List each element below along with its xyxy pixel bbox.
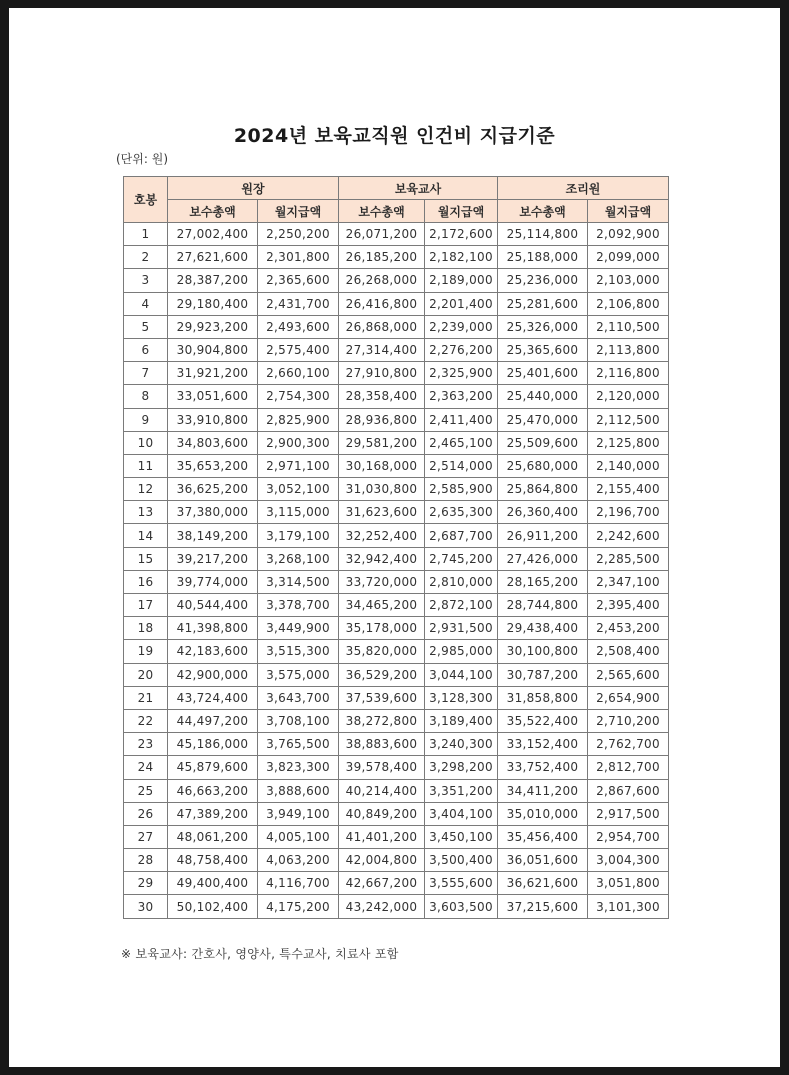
header-cook-annual: 보수총액 [498,200,588,223]
cell-director-monthly: 3,949,100 [258,802,339,825]
table-row [124,362,669,385]
cell-cook-monthly: 2,285,500 [588,547,669,570]
table-row [124,733,669,756]
cell-step: 2 [124,246,168,269]
cell-teacher-monthly: 2,411,400 [425,408,498,431]
header-row-sub [124,200,669,223]
cell-director-annual: 30,904,800 [168,338,258,361]
cell-director-annual: 47,389,200 [168,802,258,825]
cell-cook-annual: 37,215,600 [498,895,588,918]
cell-director-annual: 48,061,200 [168,825,258,848]
cell-teacher-monthly: 2,325,900 [425,362,498,385]
cell-step: 26 [124,802,168,825]
cell-teacher-monthly: 2,363,200 [425,385,498,408]
cell-cook-annual: 35,010,000 [498,802,588,825]
cell-cook-annual: 30,787,200 [498,663,588,686]
cell-teacher-annual: 27,910,800 [339,362,425,385]
table-row [124,825,669,848]
cell-director-monthly: 4,063,200 [258,849,339,872]
cell-cook-annual: 36,051,600 [498,849,588,872]
table-row [124,223,669,246]
cell-director-annual: 49,400,400 [168,872,258,895]
cell-step: 24 [124,756,168,779]
cell-teacher-annual: 39,578,400 [339,756,425,779]
header-teacher-annual: 보수총액 [339,200,425,223]
cell-cook-annual: 25,440,000 [498,385,588,408]
cell-cook-monthly: 2,112,500 [588,408,669,431]
cell-director-annual: 50,102,400 [168,895,258,918]
cell-cook-annual: 30,100,800 [498,640,588,663]
cell-teacher-annual: 31,030,800 [339,478,425,501]
cell-cook-monthly: 2,917,500 [588,802,669,825]
cell-teacher-annual: 32,942,400 [339,547,425,570]
cell-teacher-monthly: 2,585,900 [425,478,498,501]
table-row [124,338,669,361]
table-row [124,663,669,686]
cell-director-monthly: 2,971,100 [258,454,339,477]
cell-cook-annual: 28,165,200 [498,570,588,593]
footnote: ※ 보육교사: 간호사, 영양사, 특수교사, 치료사 포함 [121,947,399,961]
cell-teacher-annual: 41,401,200 [339,825,425,848]
cell-cook-annual: 25,864,800 [498,478,588,501]
cell-step: 6 [124,338,168,361]
cell-director-monthly: 3,708,100 [258,709,339,732]
cell-step: 3 [124,269,168,292]
cell-cook-annual: 33,152,400 [498,733,588,756]
table-row [124,640,669,663]
cell-director-annual: 41,398,800 [168,617,258,640]
cell-director-monthly: 4,116,700 [258,872,339,895]
cell-step: 20 [124,663,168,686]
cell-cook-monthly: 2,508,400 [588,640,669,663]
cell-cook-annual: 29,438,400 [498,617,588,640]
cell-teacher-monthly: 3,404,100 [425,802,498,825]
cell-cook-monthly: 3,101,300 [588,895,669,918]
cell-step: 5 [124,315,168,338]
cell-cook-annual: 25,326,000 [498,315,588,338]
cell-cook-annual: 26,360,400 [498,501,588,524]
cell-director-monthly: 3,449,900 [258,617,339,640]
table-row [124,478,669,501]
table-row [124,315,669,338]
cell-teacher-annual: 36,529,200 [339,663,425,686]
cell-teacher-annual: 35,178,000 [339,617,425,640]
cell-teacher-annual: 30,168,000 [339,454,425,477]
cell-cook-annual: 25,281,600 [498,292,588,315]
cell-step: 29 [124,872,168,895]
cell-teacher-monthly: 2,810,000 [425,570,498,593]
cell-cook-monthly: 2,812,700 [588,756,669,779]
cell-director-monthly: 2,365,600 [258,269,339,292]
cell-director-annual: 45,186,000 [168,733,258,756]
cell-step: 4 [124,292,168,315]
table-row [124,779,669,802]
cell-director-monthly: 2,825,900 [258,408,339,431]
cell-cook-annual: 25,236,000 [498,269,588,292]
cell-cook-monthly: 2,242,600 [588,524,669,547]
table-row [124,454,669,477]
cell-step: 14 [124,524,168,547]
header-row-groups [124,177,669,200]
cell-teacher-annual: 28,936,800 [339,408,425,431]
cell-step: 30 [124,895,168,918]
cell-cook-monthly: 2,125,800 [588,431,669,454]
cell-director-annual: 48,758,400 [168,849,258,872]
table-row [124,408,669,431]
cell-director-annual: 43,724,400 [168,686,258,709]
cell-teacher-monthly: 2,189,000 [425,269,498,292]
cell-director-annual: 46,663,200 [168,779,258,802]
cell-teacher-monthly: 3,603,500 [425,895,498,918]
cell-teacher-monthly: 2,745,200 [425,547,498,570]
cell-cook-annual: 25,188,000 [498,246,588,269]
cell-cook-monthly: 2,710,200 [588,709,669,732]
header-group-cook: 조리원 [498,177,669,200]
cell-director-monthly: 2,493,600 [258,315,339,338]
cell-teacher-annual: 26,868,000 [339,315,425,338]
cell-cook-monthly: 2,196,700 [588,501,669,524]
cell-cook-annual: 35,522,400 [498,709,588,732]
cell-director-monthly: 3,115,000 [258,501,339,524]
cell-cook-monthly: 2,116,800 [588,362,669,385]
cell-director-annual: 38,149,200 [168,524,258,547]
cell-step: 23 [124,733,168,756]
cell-director-annual: 31,921,200 [168,362,258,385]
cell-director-annual: 29,180,400 [168,292,258,315]
cell-director-annual: 28,387,200 [168,269,258,292]
cell-step: 16 [124,570,168,593]
cell-step: 1 [124,223,168,246]
cell-step: 28 [124,849,168,872]
table-row [124,547,669,570]
cell-cook-monthly: 3,051,800 [588,872,669,895]
cell-step: 8 [124,385,168,408]
document-page [9,8,780,1067]
cell-cook-monthly: 2,110,500 [588,315,669,338]
cell-teacher-monthly: 2,985,000 [425,640,498,663]
cell-director-monthly: 3,378,700 [258,594,339,617]
cell-cook-monthly: 2,654,900 [588,686,669,709]
table-row [124,385,669,408]
unit-label: (단위: 원) [116,152,168,166]
cell-cook-monthly: 3,004,300 [588,849,669,872]
cell-teacher-monthly: 2,635,300 [425,501,498,524]
cell-director-annual: 42,183,600 [168,640,258,663]
cell-director-monthly: 3,268,100 [258,547,339,570]
cell-teacher-monthly: 2,514,000 [425,454,498,477]
cell-teacher-annual: 32,252,400 [339,524,425,547]
cell-director-monthly: 2,900,300 [258,431,339,454]
cell-cook-annual: 35,456,400 [498,825,588,848]
table-row [124,872,669,895]
cell-cook-monthly: 2,453,200 [588,617,669,640]
table-row [124,431,669,454]
cell-cook-monthly: 2,099,000 [588,246,669,269]
cell-cook-monthly: 2,155,400 [588,478,669,501]
cell-director-monthly: 3,888,600 [258,779,339,802]
table-row [124,686,669,709]
pay-standard-table [123,176,669,919]
table-row [124,617,669,640]
cell-cook-annual: 33,752,400 [498,756,588,779]
cell-step: 13 [124,501,168,524]
cell-director-monthly: 3,765,500 [258,733,339,756]
cell-teacher-annual: 35,820,000 [339,640,425,663]
cell-cook-annual: 27,426,000 [498,547,588,570]
cell-cook-monthly: 2,954,700 [588,825,669,848]
cell-director-annual: 39,217,200 [168,547,258,570]
cell-teacher-monthly: 2,201,400 [425,292,498,315]
cell-director-annual: 42,900,000 [168,663,258,686]
cell-cook-annual: 34,411,200 [498,779,588,802]
cell-cook-annual: 36,621,600 [498,872,588,895]
header-step: 호봉 [124,177,168,223]
table-row [124,895,669,918]
cell-teacher-monthly: 2,872,100 [425,594,498,617]
table-row [124,501,669,524]
cell-step: 9 [124,408,168,431]
cell-teacher-annual: 37,539,600 [339,686,425,709]
cell-director-annual: 33,051,600 [168,385,258,408]
cell-teacher-annual: 42,004,800 [339,849,425,872]
header-group-director: 원장 [168,177,339,200]
table-row [124,524,669,547]
cell-teacher-annual: 40,849,200 [339,802,425,825]
cell-teacher-annual: 28,358,400 [339,385,425,408]
cell-step: 27 [124,825,168,848]
header-director-annual: 보수총액 [168,200,258,223]
cell-director-monthly: 3,515,300 [258,640,339,663]
cell-director-annual: 40,544,400 [168,594,258,617]
table-row [124,802,669,825]
cell-cook-monthly: 2,565,600 [588,663,669,686]
cell-step: 21 [124,686,168,709]
cell-teacher-monthly: 3,450,100 [425,825,498,848]
cell-teacher-monthly: 3,500,400 [425,849,498,872]
cell-director-annual: 37,380,000 [168,501,258,524]
cell-director-monthly: 3,575,000 [258,663,339,686]
cell-teacher-annual: 42,667,200 [339,872,425,895]
header-teacher-monthly: 월지급액 [425,200,498,223]
cell-teacher-monthly: 3,044,100 [425,663,498,686]
cell-director-annual: 34,803,600 [168,431,258,454]
cell-director-monthly: 2,250,200 [258,223,339,246]
cell-cook-annual: 28,744,800 [498,594,588,617]
cell-cook-annual: 25,470,000 [498,408,588,431]
cell-teacher-monthly: 3,555,600 [425,872,498,895]
cell-director-annual: 35,653,200 [168,454,258,477]
cell-director-annual: 39,774,000 [168,570,258,593]
table-row [124,756,669,779]
cell-teacher-monthly: 2,465,100 [425,431,498,454]
cell-step: 18 [124,617,168,640]
cell-cook-annual: 31,858,800 [498,686,588,709]
cell-director-monthly: 2,754,300 [258,385,339,408]
cell-teacher-monthly: 2,276,200 [425,338,498,361]
cell-director-annual: 45,879,600 [168,756,258,779]
cell-teacher-annual: 33,720,000 [339,570,425,593]
cell-step: 7 [124,362,168,385]
cell-director-monthly: 3,314,500 [258,570,339,593]
cell-teacher-monthly: 2,172,600 [425,223,498,246]
cell-teacher-annual: 40,214,400 [339,779,425,802]
header-cook-monthly: 월지급액 [588,200,669,223]
cell-teacher-annual: 38,272,800 [339,709,425,732]
cell-cook-monthly: 2,103,000 [588,269,669,292]
cell-teacher-annual: 27,314,400 [339,338,425,361]
cell-step: 12 [124,478,168,501]
cell-director-annual: 44,497,200 [168,709,258,732]
table-row [124,269,669,292]
cell-cook-monthly: 2,762,700 [588,733,669,756]
cell-director-monthly: 2,575,400 [258,338,339,361]
cell-cook-annual: 25,509,600 [498,431,588,454]
cell-teacher-annual: 26,268,000 [339,269,425,292]
header-director-monthly: 월지급액 [258,200,339,223]
cell-cook-annual: 25,680,000 [498,454,588,477]
cell-cook-monthly: 2,867,600 [588,779,669,802]
cell-cook-monthly: 2,120,000 [588,385,669,408]
cell-director-monthly: 4,175,200 [258,895,339,918]
cell-cook-monthly: 2,113,800 [588,338,669,361]
table-row [124,246,669,269]
cell-cook-annual: 25,365,600 [498,338,588,361]
table-row [124,709,669,732]
cell-teacher-monthly: 3,189,400 [425,709,498,732]
cell-teacher-monthly: 2,687,700 [425,524,498,547]
cell-cook-annual: 26,911,200 [498,524,588,547]
cell-director-annual: 36,625,200 [168,478,258,501]
cell-teacher-annual: 26,416,800 [339,292,425,315]
cell-teacher-monthly: 3,351,200 [425,779,498,802]
cell-director-annual: 33,910,800 [168,408,258,431]
cell-teacher-monthly: 2,931,500 [425,617,498,640]
cell-cook-monthly: 2,140,000 [588,454,669,477]
cell-director-monthly: 3,643,700 [258,686,339,709]
table-row [124,594,669,617]
cell-director-monthly: 2,660,100 [258,362,339,385]
cell-teacher-monthly: 3,128,300 [425,686,498,709]
cell-director-monthly: 4,005,100 [258,825,339,848]
cell-director-annual: 27,621,600 [168,246,258,269]
cell-teacher-monthly: 3,298,200 [425,756,498,779]
cell-step: 10 [124,431,168,454]
cell-cook-monthly: 2,395,400 [588,594,669,617]
cell-step: 22 [124,709,168,732]
cell-director-monthly: 3,052,100 [258,478,339,501]
cell-step: 19 [124,640,168,663]
cell-teacher-annual: 38,883,600 [339,733,425,756]
cell-teacher-annual: 43,242,000 [339,895,425,918]
cell-teacher-monthly: 2,239,000 [425,315,498,338]
cell-step: 15 [124,547,168,570]
table-row [124,849,669,872]
table-row [124,292,669,315]
cell-step: 25 [124,779,168,802]
table-body [124,223,669,919]
cell-director-monthly: 2,431,700 [258,292,339,315]
cell-step: 17 [124,594,168,617]
cell-director-annual: 29,923,200 [168,315,258,338]
cell-teacher-annual: 26,071,200 [339,223,425,246]
cell-director-monthly: 2,301,800 [258,246,339,269]
cell-step: 11 [124,454,168,477]
cell-cook-annual: 25,401,600 [498,362,588,385]
cell-cook-annual: 25,114,800 [498,223,588,246]
cell-teacher-annual: 34,465,200 [339,594,425,617]
cell-cook-monthly: 2,347,100 [588,570,669,593]
cell-teacher-monthly: 2,182,100 [425,246,498,269]
cell-director-monthly: 3,179,100 [258,524,339,547]
cell-teacher-monthly: 3,240,300 [425,733,498,756]
cell-director-annual: 27,002,400 [168,223,258,246]
cell-teacher-annual: 31,623,600 [339,501,425,524]
cell-teacher-annual: 26,185,200 [339,246,425,269]
cell-cook-monthly: 2,092,900 [588,223,669,246]
table-row [124,570,669,593]
cell-teacher-annual: 29,581,200 [339,431,425,454]
header-group-teacher: 보육교사 [339,177,498,200]
cell-cook-monthly: 2,106,800 [588,292,669,315]
page-title: 2024년 보육교직원 인건비 지급기준 [233,125,556,147]
cell-director-monthly: 3,823,300 [258,756,339,779]
